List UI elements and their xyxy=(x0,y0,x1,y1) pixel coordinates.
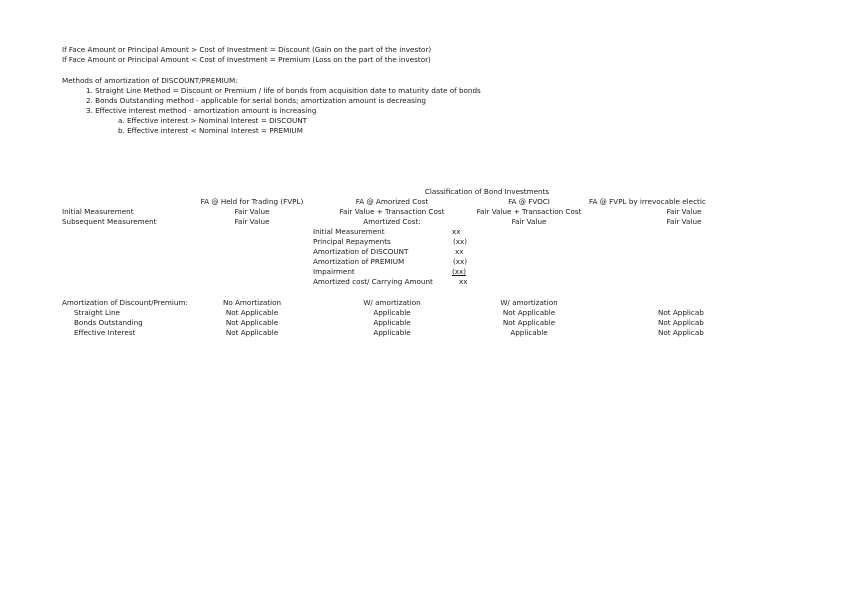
cell-subsequent-fvpl-irrevocable: Fair Value xyxy=(666,217,702,226)
amortization-effective-interest-fvpl-irrevocable: Not Applicab xyxy=(658,328,704,337)
schedule-label-principal-repayments: Principal Repayments xyxy=(313,237,391,246)
method-effective-interest-b: b. Effective interest < Nominal Interest = PREMIUM xyxy=(118,126,303,135)
amortization-row-label-bonds-outstanding: Bonds Outstanding xyxy=(74,318,143,327)
schedule-value-amortization-discount: xx xyxy=(455,247,464,256)
amortization-straight-line-amortized-cost: Applicable xyxy=(373,308,411,317)
amortization-row-label-straight-line: Straight Line xyxy=(74,308,120,317)
amortization-straight-line-fvpl: Not Applicable xyxy=(225,308,279,317)
schedule-value-principal-repayments: (xx) xyxy=(453,237,468,246)
schedule-label-initial: Initial Measurement xyxy=(313,227,385,236)
cell-initial-amortized-cost: Fair Value + Transaction Cost xyxy=(339,207,445,216)
amortization-bonds-outstanding-amortized-cost: Applicable xyxy=(373,318,411,327)
amortization-bonds-outstanding-fvpl-irrevocable: Not Applicab xyxy=(658,318,704,327)
schedule-label-carrying-amount: Amortized cost/ Carrying Amount xyxy=(313,277,433,286)
schedule-label-amortization-premium: Amortization of PREMIUM xyxy=(313,257,405,266)
amortization-bonds-outstanding-fvpl: Not Applicable xyxy=(225,318,279,327)
amortization-header-label: Amortization of Discount/Premium: xyxy=(62,298,188,307)
amortization-header-amortized-cost: W/ amortization xyxy=(363,298,421,307)
methods-title: Methods of amortization of DISCOUNT/PREMIUM: xyxy=(62,76,238,85)
column-header-amortized-cost: FA @ Amorized Cost xyxy=(355,197,429,206)
schedule-value-impairment: (xx) xyxy=(452,267,467,276)
amortization-straight-line-fvoci: Not Applicable xyxy=(502,308,556,317)
row-label-initial-measurement: Initial Measurement xyxy=(62,207,134,216)
cell-initial-fvpl: Fair Value xyxy=(234,207,270,216)
discount-rule-text: If Face Amount or Principal Amount > Cost of Investment = Discount (Gain on the part of the investor) xyxy=(62,45,432,54)
amortization-straight-line-fvpl-irrevocable: Not Applicab xyxy=(658,308,704,317)
amortization-header-fvpl: No Amortization xyxy=(222,298,282,307)
amortization-effective-interest-fvoci: Applicable xyxy=(510,328,548,337)
schedule-value-amortization-premium: (xx) xyxy=(453,257,468,266)
schedule-value-carrying-amount: xx xyxy=(459,277,468,286)
schedule-label-impairment: Impairment xyxy=(313,267,355,276)
schedule-value-initial: xx xyxy=(452,227,461,236)
table-caption: Classification of Bond Investments xyxy=(424,187,550,196)
row-label-subsequent-measurement: Subsequent Measurement xyxy=(62,217,157,226)
method-bonds-outstanding: 2. Bonds Outstanding method - applicable for serial bonds; amortization amount is decreasing xyxy=(86,96,426,105)
cell-subsequent-fvpl: Fair Value xyxy=(234,217,270,226)
amortization-effective-interest-fvpl: Not Applicable xyxy=(225,328,279,337)
premium-rule-text: If Face Amount or Principal Amount < Cost of Investment = Premium (Loss on the part of the investor) xyxy=(62,55,431,64)
cell-initial-fvpl-irrevocable: Fair Value xyxy=(666,207,702,216)
method-effective-interest: 3. Effective interest method - amortization amount is increasing xyxy=(86,106,317,115)
cell-initial-fvoci: Fair Value + Transaction Cost xyxy=(476,207,582,216)
amortization-effective-interest-amortized-cost: Applicable xyxy=(373,328,411,337)
column-header-fvoci: FA @ FVOCI xyxy=(508,197,550,206)
amortization-header-fvoci: W/ amortization xyxy=(500,298,558,307)
method-straight-line: 1. Straight Line Method = Discount or Premium / life of bonds from acquisition date to maturity date of bonds xyxy=(86,86,481,95)
schedule-label-amortization-discount: Amortization of DISCOUNT xyxy=(313,247,409,256)
amortization-row-label-effective-interest: Effective Interest xyxy=(74,328,136,337)
cell-subsequent-fvoci: Fair Value xyxy=(511,217,547,226)
amortization-bonds-outstanding-fvoci: Not Applicable xyxy=(502,318,556,327)
column-header-fvpl: FA @ Held for Trading (FVPL) xyxy=(200,197,304,206)
method-effective-interest-a: a. Effective interest > Nominal Interest = DISCOUNT xyxy=(118,116,308,125)
cell-subsequent-amortized-cost: Amortized Cost: xyxy=(363,217,421,226)
column-header-fvpl-irrevocable: FA @ FVPL by irrevocable electic xyxy=(589,197,706,206)
